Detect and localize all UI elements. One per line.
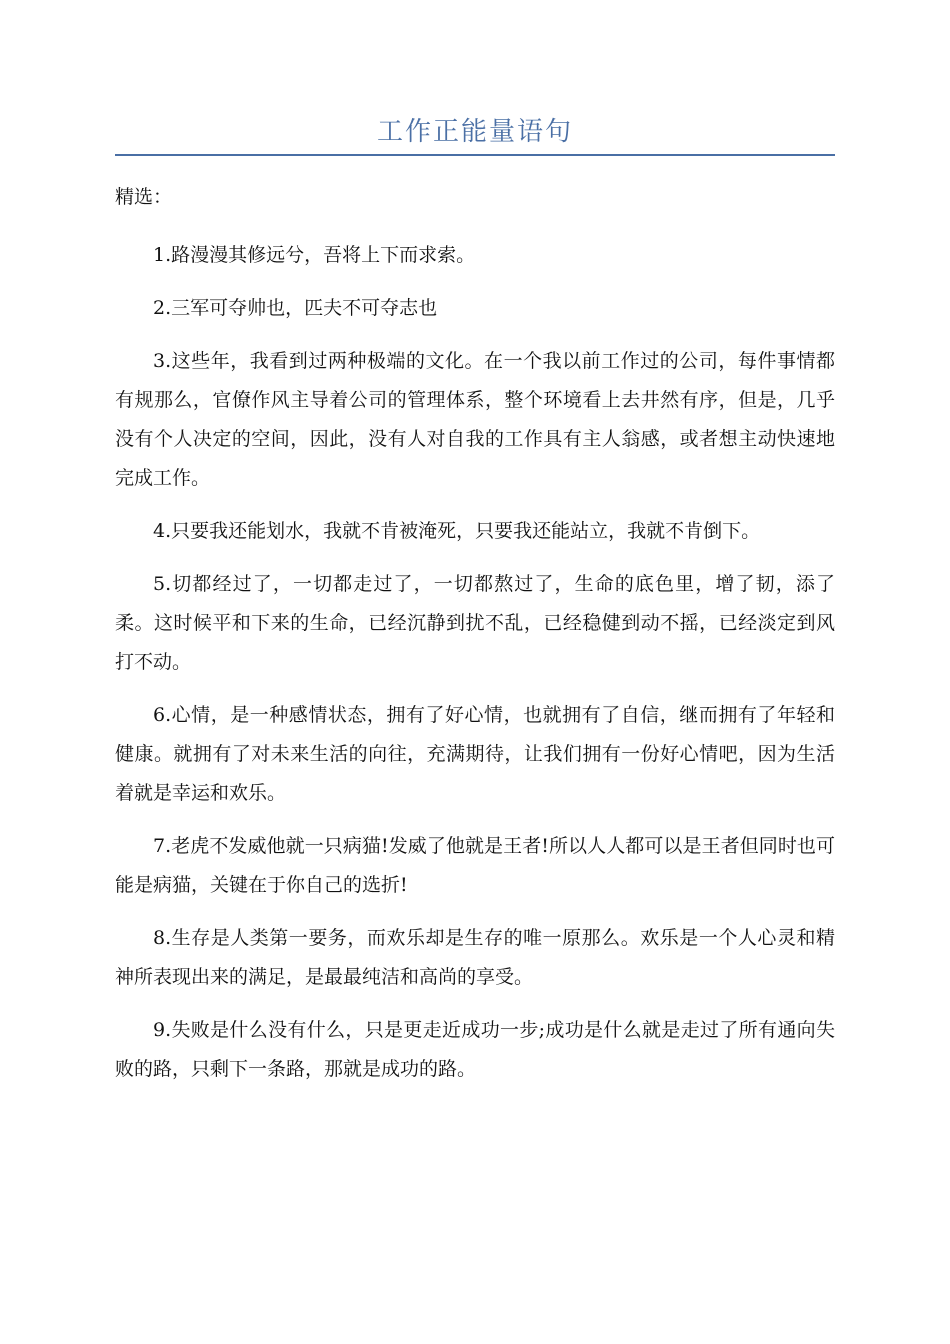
intro-label: 精选： <box>115 186 173 208</box>
quote-paragraph-9: 9.失败是什么没有什么，只是更走近成功一步;成功是什么就是走过了所有通向失败的路，只剩下一条路，那就是成功的路。 <box>115 1019 835 1080</box>
quote-paragraph-8: 8.生存是人类第一要务，而欢乐却是生存的唯一原那么。欢乐是一个人心灵和精神所表现出来的满足，是最最纯洁和高尚的享受。 <box>115 927 835 988</box>
quote-paragraph-4: 4.只要我还能划水，我就不肯被淹死，只要我还能站立，我就不肯倒下。 <box>153 520 761 542</box>
quote-paragraph-6: 6.心情，是一种感情状态，拥有了好心情，也就拥有了自信，继而拥有了年轻和健康。就拥有了对未来生活的向往，充满期待，让我们拥有一份好心情吧，因为生活着就是幸运和欢乐。 <box>115 704 835 804</box>
quote-paragraph-7: 7.老虎不发威他就一只病猫!发威了他就是王者!所以人人都可以是王者但同时也可能是病猫，关键在于你自己的选折! <box>115 835 835 896</box>
document-title: 工作正能量语句 <box>376 117 573 147</box>
quote-paragraph-3: 3.这些年，我看到过两种极端的文化。在一个我以前工作过的公司，每件事情都有规那么，官僚作风主导着公司的管理体系，整个环境看上去井然有序，但是，几乎没有个人决定的空间，因此，没有人对自我的工作具有主人翁感，或者想主动快速地完成工作。 <box>115 350 835 489</box>
quote-paragraph-5: 5.切都经过了，一切都走过了，一切都熬过了，生命的底色里，增了韧，添了柔。这时候平和下来的生命，已经沉静到扰不乱，已经稳健到动不摇，已经淡定到风打不动。 <box>115 573 835 673</box>
quote-paragraph-1: 1.路漫漫其修远兮，吾将上下而求索。 <box>153 244 476 266</box>
document-body <box>115 178 835 1103</box>
title-underline <box>115 154 835 156</box>
quote-paragraph-2: 2.三军可夺帅也，匹夫不可夺志也 <box>153 297 438 319</box>
